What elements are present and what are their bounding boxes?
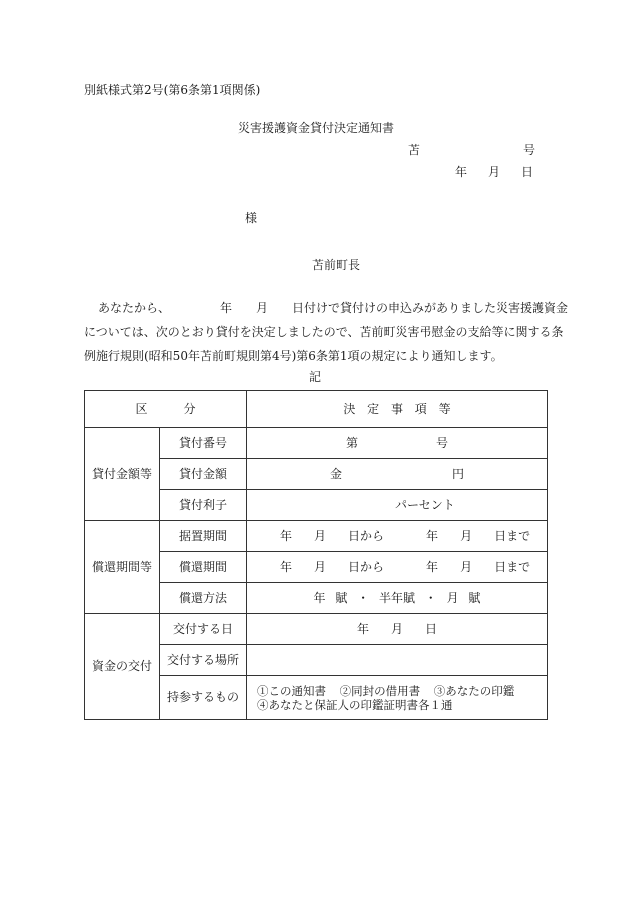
issuer-name: 苫前町長 [312,258,361,272]
group-repayment-period: 償還期間等 [85,521,160,614]
repayment-period-cell: 年 月 日から 年 月 日まで [247,552,548,583]
decision-table [84,390,548,720]
document-date [455,166,533,178]
body-line-1: あなたから、 年 月 日付けで貸付けの申込みがありました災害援護資金 [98,301,569,315]
grace-period-label: 据置期間 [160,521,247,552]
body-line-3: 例施行規則(昭和50年苫前町規則第4号)第6条第1項の規定により通知します。 [84,349,503,363]
loan-amount-label: 貸付金額 [160,459,247,490]
loan-interest-cell: パーセント [247,490,548,521]
repayment-method-cell: 年 賦 ・ 半年賦 ・ 月 賦 [247,583,548,614]
repayment-method-label: 償還方法 [160,583,247,614]
addressee: 様 [245,211,258,225]
grace-period-cell: 年 月 日から 年 月 日まで [247,521,548,552]
delivery-place-label: 交付する場所 [160,645,247,676]
table-row [85,614,548,645]
loan-interest-label: 貸付利子 [160,490,247,521]
ki-heading: 記 [309,370,322,384]
document-number-suffix: 号 [523,143,536,157]
delivery-date-label: 交付する日 [160,614,247,645]
group-fund-delivery: 資金の交付 [85,614,160,720]
loan-number-cell: 第 号 [247,428,548,459]
form-label: 別紙様式第2号(第6条第1項関係) [84,83,261,97]
body-paragraph [84,296,569,368]
delivery-date-cell: 年 月 日 [247,614,548,645]
repayment-period-label: 償還期間 [160,552,247,583]
body-line-2: については、次のとおり貸付を決定しましたので、苫前町災害弔慰金の支給等に関する条 [84,325,564,339]
header-kubun: 区 分 [85,391,247,428]
date-month: 月 [488,165,501,179]
items-to-bring-label: 持参するもの [160,676,247,720]
table-header-row [85,391,548,428]
table-row [85,428,548,459]
document-number [408,144,535,156]
delivery-place-cell [247,645,548,676]
document-number-prefix: 苫 [408,143,421,157]
header-decision-items: 決 定 事 項 等 [247,391,548,428]
items-to-bring-cell [247,676,548,720]
table-row [85,521,548,552]
document-title: 災害援護資金貸付決定通知書 [238,121,395,135]
group-loan-amount: 貸付金額等 [85,428,160,521]
items-line-1: ①この通知書 ②同封の借用書 ③あなたの印鑑 [257,683,515,698]
loan-number-label: 貸付番号 [160,428,247,459]
items-line-2: ④あなたと保証人の印鑑証明書各１通 [257,697,453,712]
date-year: 年 [455,165,468,179]
loan-amount-cell: 金 円 [247,459,548,490]
date-day: 日 [521,165,534,179]
